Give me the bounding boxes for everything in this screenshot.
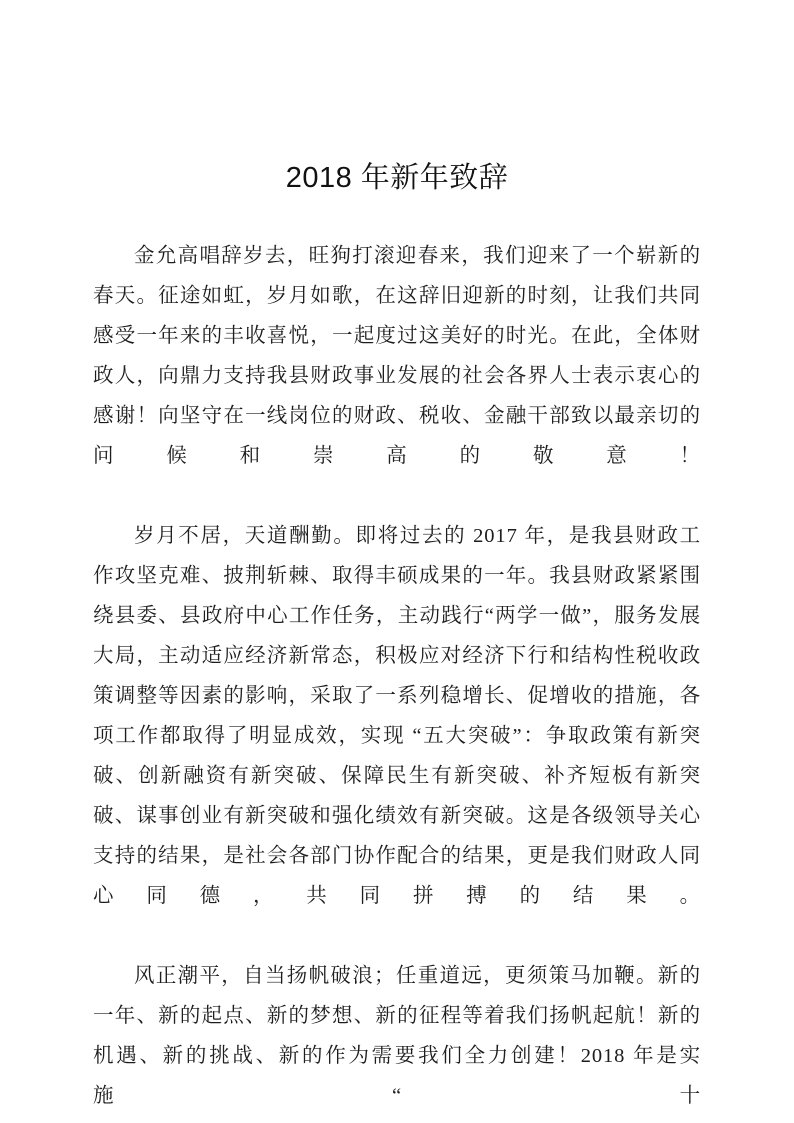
body-paragraph: 金允高唱辞岁去，旺狗打滚迎春来，我们迎来了一个崭新的春天。征途如虹，岁月如歌，在这辞旧迎新的时刻，让我们共同感受一年来的丰收喜悦，一起度过这美好的时光。在此，全体财政人，向鼎力支持我县财政事业发展的社会各界人士表示衷心的感谢！向坚守在一线岗位的财政、税收、金融干部致以最亲切的问候和崇高的敬意！ [93,245,701,467]
document-body [93,236,701,1123]
body-paragraph: 风正潮平，自当扬帆破浪；任重道远，更须策马加鞭。新的一年、新的起点、新的梦想、新的征程等着我们扬帆起航！新的机遇、新的挑战、新的作为需要我们全力创建！2018 年是实施“十 [93,965,701,1107]
body-paragraph: 岁月不居，天道酬勤。即将过去的 2017 年，是我县财政工作攻坚克难、披荆斩棘、取得丰硕成果的一年。我县财政紧紧围绕县委、县政府中心工作任务，主动践行“两学一做”，服务发展大局，主动适应经济新常态，积极应对经济下行和结构性税收政策调整等因素的影响，采取了一系列稳增长、促增收的措施，各项工作都取得了明显成效，实现 “五大突破”：争取政策有新突破、创新融资有新突破、保障民生有新突破、补齐短板有新突破、谋事创业有新突破和强化绩效有新突破。这是各级领导关心支持的结果，是社会各部门协作配合的结果，更是我们财政人同心同德，共同拼搏的结果。 [93,525,701,907]
page-title: 2018 年新年致辞 [285,162,509,194]
